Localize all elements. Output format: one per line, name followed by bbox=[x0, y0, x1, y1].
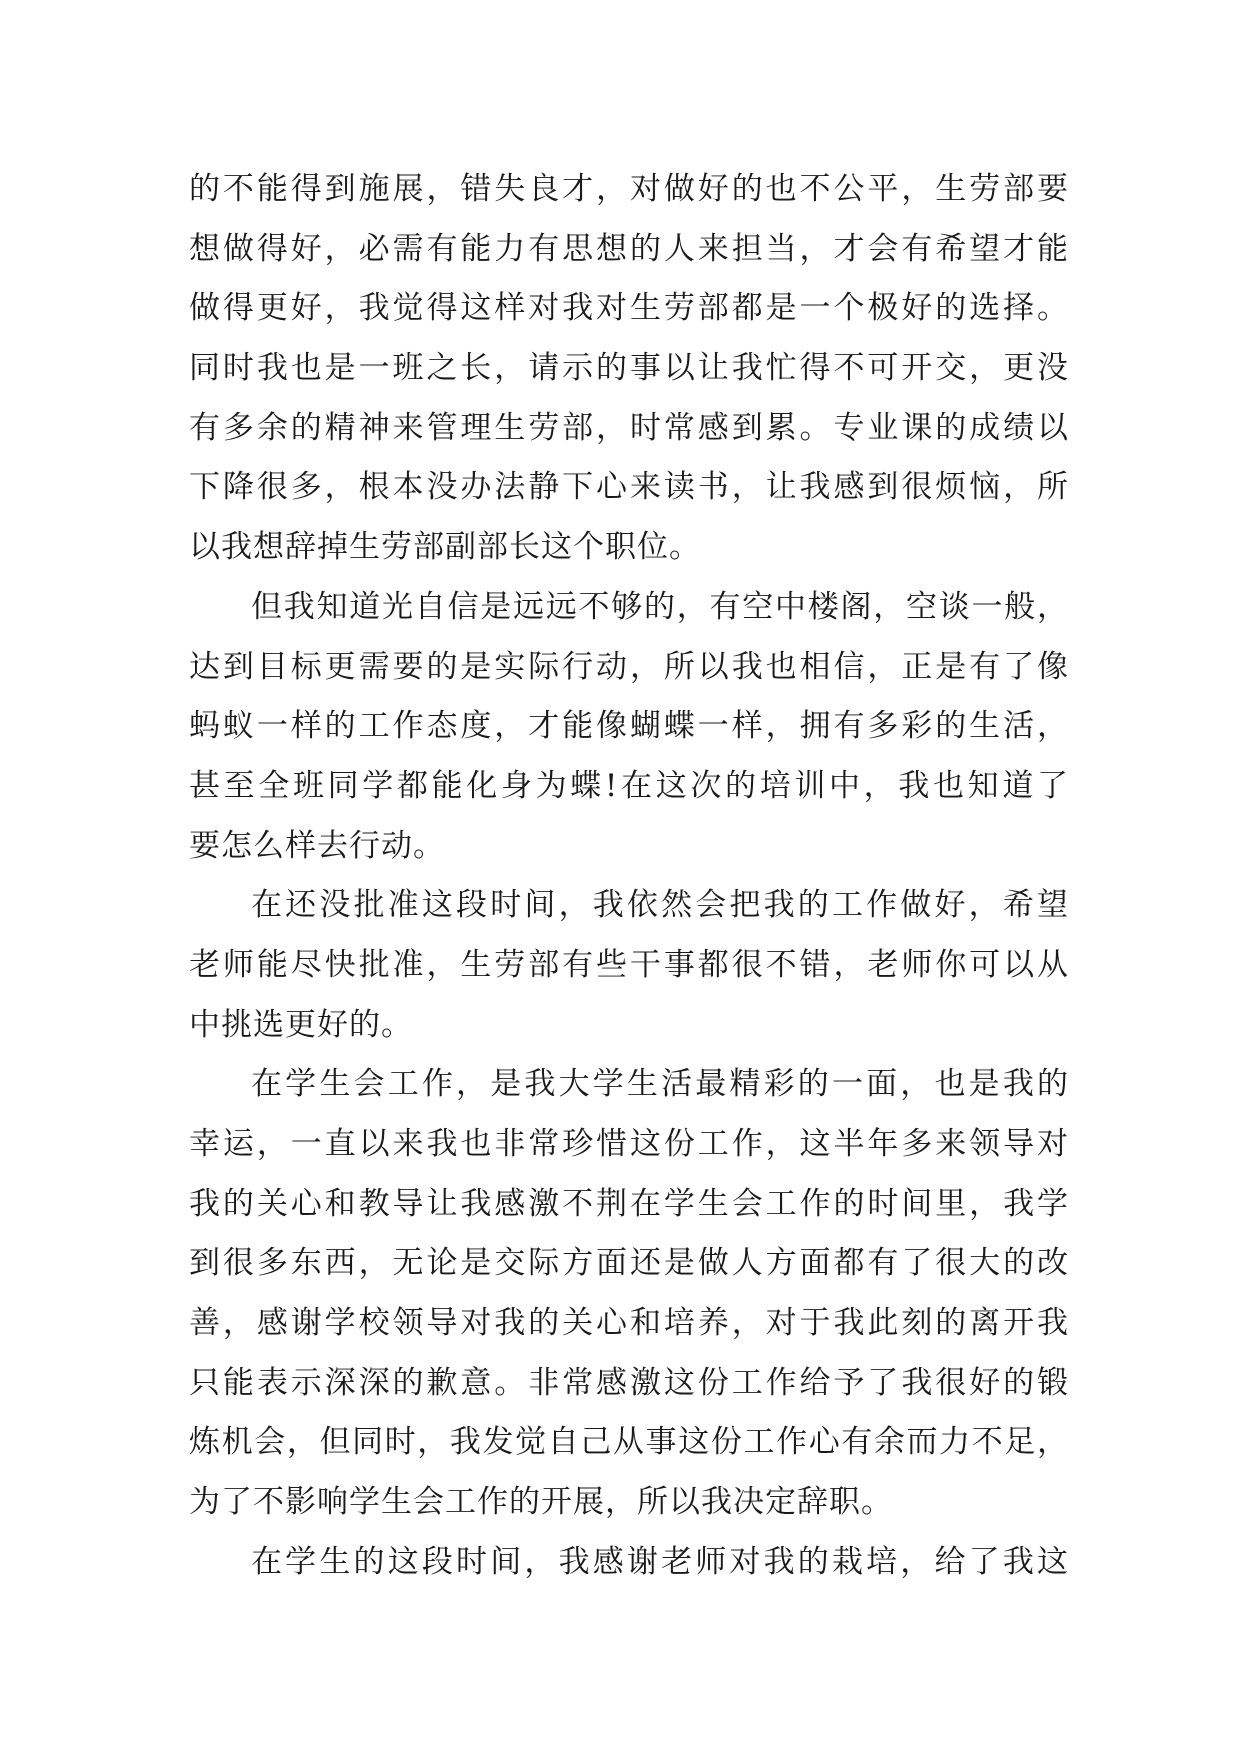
text-line: 到很多东西，无论是交际方面还是做人方面都有了很大的改 bbox=[189, 1245, 1069, 1282]
text-line: 为了不影响学生会工作的开展，所以我决定辞职。 bbox=[189, 1484, 893, 1521]
text-line: 善，感谢学校领导对我的关心和培养，对于我此刻的离开我 bbox=[189, 1305, 1069, 1342]
text-line: 只能表示深深的歉意。非常感激这份工作给予了我很好的锻 bbox=[189, 1364, 1069, 1401]
text-line: 炼机会，但同时，我发觉自己从事这份工作心有余而力不足， bbox=[189, 1424, 1069, 1461]
text-line: 在学生会工作，是我大学生活最精彩的一面，也是我的 bbox=[251, 1066, 1069, 1103]
text-line: 甚至全班同学都能化身为蝶!在这次的培训中，我也知道了 bbox=[189, 767, 1069, 804]
text-line: 同时我也是一班之长，请示的事以让我忙得不可开交，更没 bbox=[189, 350, 1069, 387]
text-line: 有多余的精神来管理生劳部，时常感到累。专业课的成绩以 bbox=[189, 409, 1069, 446]
text-line: 中挑选更好的。 bbox=[189, 1006, 413, 1043]
text-line: 幸运，一直以来我也非常珍惜这份工作，这半年多来领导对 bbox=[189, 1126, 1069, 1162]
text-line: 老师能尽快批准，生劳部有些干事都很不错，老师你可以从 bbox=[189, 946, 1069, 983]
text-line: 的不能得到施展，错失良才，对做好的也不公平，生劳部要 bbox=[189, 171, 1069, 207]
text-line: 达到目标更需要的是实际行动，所以我也相信，正是有了像 bbox=[189, 648, 1069, 685]
text-line: 想做得好，必需有能力有思想的人来担当，才会有希望才能 bbox=[189, 230, 1069, 267]
text-line: 蚂蚁一样的工作态度，才能像蝴蝶一样，拥有多彩的生活， bbox=[189, 708, 1069, 745]
text-line: 下降很多，根本没办法静下心来读书，让我感到很烦恼，所 bbox=[189, 469, 1069, 506]
body-text bbox=[189, 160, 1069, 1593]
text-line: 做得更好，我觉得这样对我对生劳部都是一个极好的选择。 bbox=[189, 290, 1069, 327]
text-line: 以我想辞掉生劳部副部长这个职位。 bbox=[189, 529, 701, 566]
text-line: 我的关心和教导让我感激不荆在学生会工作的时间里，我学 bbox=[189, 1185, 1069, 1222]
text-line: 要怎么样去行动。 bbox=[189, 827, 445, 864]
text-line: 在学生的这段时间，我感谢老师对我的栽培，给了我这 bbox=[251, 1543, 1069, 1580]
text-line: 但我知道光自信是远远不够的，有空中楼阁，空谈一般， bbox=[251, 588, 1069, 625]
text-line: 在还没批准这段时间，我依然会把我的工作做好，希望 bbox=[251, 887, 1069, 924]
